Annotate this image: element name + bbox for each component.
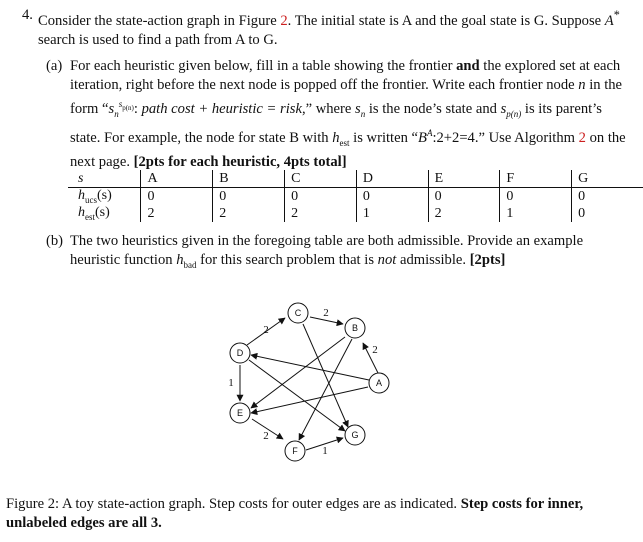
part-b-label: (b): [46, 233, 64, 249]
state-action-graph: [200, 295, 400, 470]
table-header-cell: B: [213, 170, 285, 188]
part-b-text: The two heuristics given in the foregoing table are both admissible. Provide an example heuristic function $h_{bad}$ for this search problem that is not admissible. [2pts]: [70, 233, 584, 270]
svg-text:E: E: [236, 408, 244, 418]
algorithm-ref-link[interactable]: 2: [578, 129, 586, 146]
edge-label-D-C: 2: [263, 324, 269, 336]
part-a-label: (a): [46, 58, 63, 74]
question-number: 4.: [22, 7, 33, 23]
svg-text:D: D: [236, 348, 244, 358]
table-cell: 0: [213, 188, 285, 206]
graph-node-A: [369, 373, 389, 393]
table-cell: 2: [285, 205, 357, 222]
table-header-cell: F: [500, 170, 572, 188]
table-header-cell: C: [285, 170, 357, 188]
svg-text:F: F: [292, 446, 298, 456]
part-a: [46, 57, 628, 172]
question-intro: Consider the state-action graph in Figure 2. The initial state is A and the goal state is G. Suppose A* search is used to find a path from A to G.: [38, 8, 620, 48]
edge-label-D-E: 1: [228, 377, 234, 389]
table-header-label: s: [68, 170, 141, 188]
figure-caption: Figure 2: A toy state-action graph. Step costs for outer edges are as indicated. Step costs for inner, unlabeled edges are all 3.: [6, 496, 584, 531]
table-cell: 0: [578, 188, 586, 204]
svg-text:A: A: [375, 378, 383, 388]
table-cell: 0: [500, 188, 572, 206]
figure-ref-link[interactable]: 2: [280, 12, 288, 29]
table-cell: 0: [285, 188, 357, 206]
svg-text:G: G: [351, 430, 359, 440]
table-header-cell: A: [141, 170, 213, 188]
table-row: [68, 205, 643, 222]
svg-text:C: C: [294, 308, 302, 318]
edge-B-F: [299, 339, 352, 440]
table-cell: 1: [356, 205, 428, 222]
graph-node-D: [230, 343, 250, 363]
table-cell: 0: [141, 188, 213, 206]
table-header-cell: G: [572, 170, 643, 188]
graph-node-F: [285, 441, 305, 461]
table-cell: 0: [356, 188, 428, 206]
table-cell: 0: [578, 205, 586, 221]
graph-node-B: [345, 318, 365, 338]
table-cell: 2: [141, 205, 213, 222]
table-header-cell: D: [356, 170, 428, 188]
table-cell: 2: [428, 205, 500, 222]
edge-A-D: [251, 355, 369, 380]
row-label-hest: $h_{est}(s)$: [68, 205, 141, 222]
row-label-hucs: $h_{ucs}(s)$: [68, 188, 141, 206]
part-b: [46, 232, 628, 275]
table-cell: 2: [213, 205, 285, 222]
table-header-row: [68, 170, 643, 188]
table-cell: 0: [428, 188, 500, 206]
graph-node-C: [288, 303, 308, 323]
edge-label-E-F: 2: [263, 430, 269, 442]
graph-node-E: [230, 403, 250, 423]
edge-A-E: [251, 387, 368, 413]
edge-label-C-B: 2: [323, 307, 329, 319]
part-a-text: For each heuristic given below, fill in a table showing the frontier and the explored set at each iteration, right before the next node is popped off the frontier. Write each frontier node n in the form “$s_n^{s_{p(n)}}$: path cost + heuristic = risk,” where $s_n$ is the node’s state and $s_{p(n)}$ is its parent’s state. For example, the node for state B with $h_{est}$ is written “$B^A:2+2=4$.” Use Algorithm 2 on the next page. [2pts for each heuristic, 4pts total]: [70, 58, 626, 170]
table-header-cell: E: [428, 170, 500, 188]
graph-node-G: [345, 425, 365, 445]
table-cell: 1: [500, 205, 572, 222]
svg-text:B: B: [351, 323, 359, 333]
table-row: [68, 188, 643, 206]
edge-label-B-A: 2: [372, 344, 378, 356]
edge-label-F-G: 1: [322, 445, 328, 457]
heuristic-table: [68, 170, 643, 222]
